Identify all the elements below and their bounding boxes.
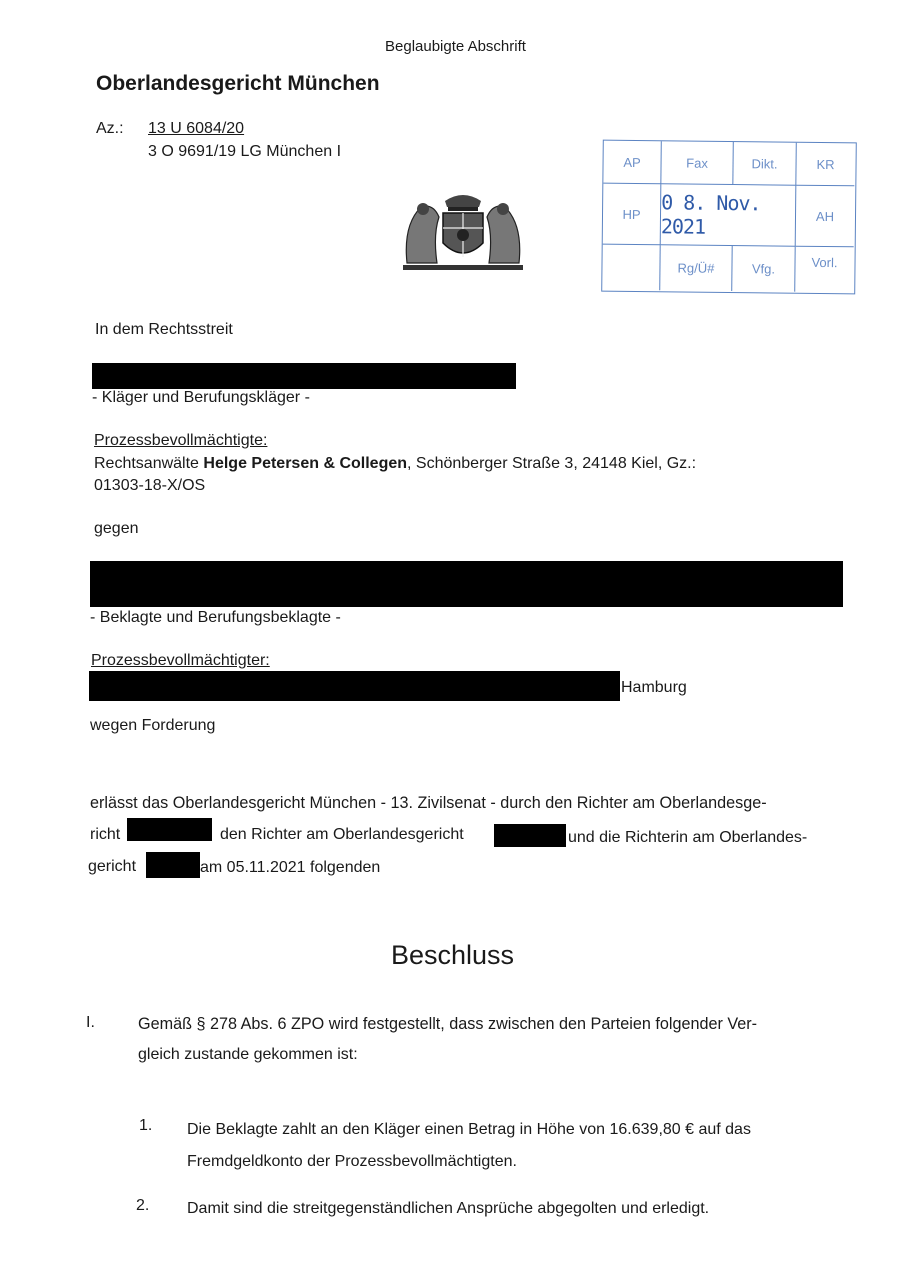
stamp-cell-kr: KR bbox=[796, 143, 854, 187]
decree-line-2-middle: den Richter am Oberlandesgericht bbox=[220, 826, 464, 843]
redacted-judge-2 bbox=[494, 824, 566, 847]
stamp-cell-ah: AH bbox=[796, 186, 855, 248]
certified-copy-label: Beglaubigte Abschrift bbox=[385, 38, 526, 55]
stamp-cell-vorl: Vorl. bbox=[811, 254, 838, 271]
stamp-received-date: 0 8. Nov. 2021 bbox=[661, 184, 797, 246]
against-label: gegen bbox=[94, 520, 139, 537]
redacted-defendant-counsel bbox=[89, 671, 620, 701]
decree-line-2-end: und die Richterin am Oberlandes- bbox=[568, 829, 808, 846]
sub-item-1-number: 1. bbox=[139, 1117, 153, 1134]
stamp-cell-hp: HP bbox=[603, 184, 662, 246]
redacted-judge-3 bbox=[146, 852, 200, 878]
item-i-line-1: Gemäß § 278 Abs. 6 ZPO wird festgestellt, dass zwischen den Parteien folgender Ver- bbox=[138, 1015, 758, 1033]
sub-item-2-line-1: Damit sind die streitgegenständlichen Ansprüche abgegolten und erledigt. bbox=[187, 1200, 710, 1217]
decree-line-1: erlässt das Oberlandesgericht München - 13. Zivilsenat - durch den Richter am Oberlandesge- bbox=[90, 794, 767, 812]
matter-label: wegen Forderung bbox=[90, 717, 216, 734]
stamp-cell-vfg: Vfg. bbox=[732, 246, 795, 292]
resolution-title: Beschluss bbox=[391, 940, 515, 970]
plaintiff-counsel-address: , Schönberger Straße 3, 24148 Kiel, Gz.: bbox=[407, 455, 697, 472]
coat-of-arms-emblem bbox=[393, 185, 533, 275]
sub-item-2-number: 2. bbox=[136, 1197, 150, 1214]
case-number-label: Az.: bbox=[96, 120, 124, 137]
lower-court-case-number: 3 O 9691/19 LG München I bbox=[148, 143, 342, 160]
defendant-role: - Beklagte und Berufungsbeklagte - bbox=[90, 609, 341, 626]
stamp-cell-dikt: Dikt. bbox=[733, 142, 796, 186]
case-number: 13 U 6084/20 bbox=[148, 120, 245, 137]
received-stamp bbox=[601, 140, 857, 295]
sub-item-1-line-2: Fremdgeldkonto der Prozessbevollmächtigten. bbox=[187, 1153, 517, 1170]
stamp-cell-ap: AP bbox=[603, 141, 661, 185]
defendant-counsel-city: Hamburg bbox=[621, 679, 687, 696]
plaintiff-counsel-prefix: Rechtsanwälte bbox=[94, 455, 204, 472]
stamp-cell-rg: Rg/Ü# bbox=[660, 245, 732, 291]
sub-item-1-line-1: Die Beklagte zahlt an den Kläger einen Betrag in Höhe von 16.639,80 € auf das bbox=[187, 1121, 751, 1138]
redacted-plaintiff-name bbox=[92, 363, 516, 389]
proceedings-intro: In dem Rechtsstreit bbox=[95, 321, 233, 338]
item-i-number: I. bbox=[86, 1014, 95, 1031]
court-name: Oberlandesgericht München bbox=[96, 72, 380, 95]
item-i-line-2: gleich zustande gekommen ist: bbox=[138, 1046, 358, 1063]
stamp-cell-empty bbox=[602, 245, 660, 291]
redacted-defendant-name bbox=[90, 561, 843, 607]
plaintiff-counsel-line bbox=[94, 455, 696, 473]
redacted-judge-1 bbox=[127, 818, 212, 841]
plaintiff-counsel-reference: 01303-18-X/OS bbox=[94, 477, 206, 494]
decree-line-2-start: richt bbox=[90, 826, 121, 843]
decree-line-3-end: am 05.11.2021 folgenden bbox=[200, 859, 381, 876]
stamp-cell-fax: Fax bbox=[661, 141, 733, 185]
plaintiff-role: - Kläger und Berufungskläger - bbox=[92, 389, 310, 406]
plaintiff-counsel-firm: Helge Petersen & Collegen bbox=[203, 455, 408, 472]
decree-line-3-start: gericht bbox=[88, 858, 137, 875]
plaintiff-counsel-label: Prozessbevollmächtigte: bbox=[94, 432, 268, 449]
defendant-counsel-label: Prozessbevollmächtigter: bbox=[91, 652, 270, 669]
